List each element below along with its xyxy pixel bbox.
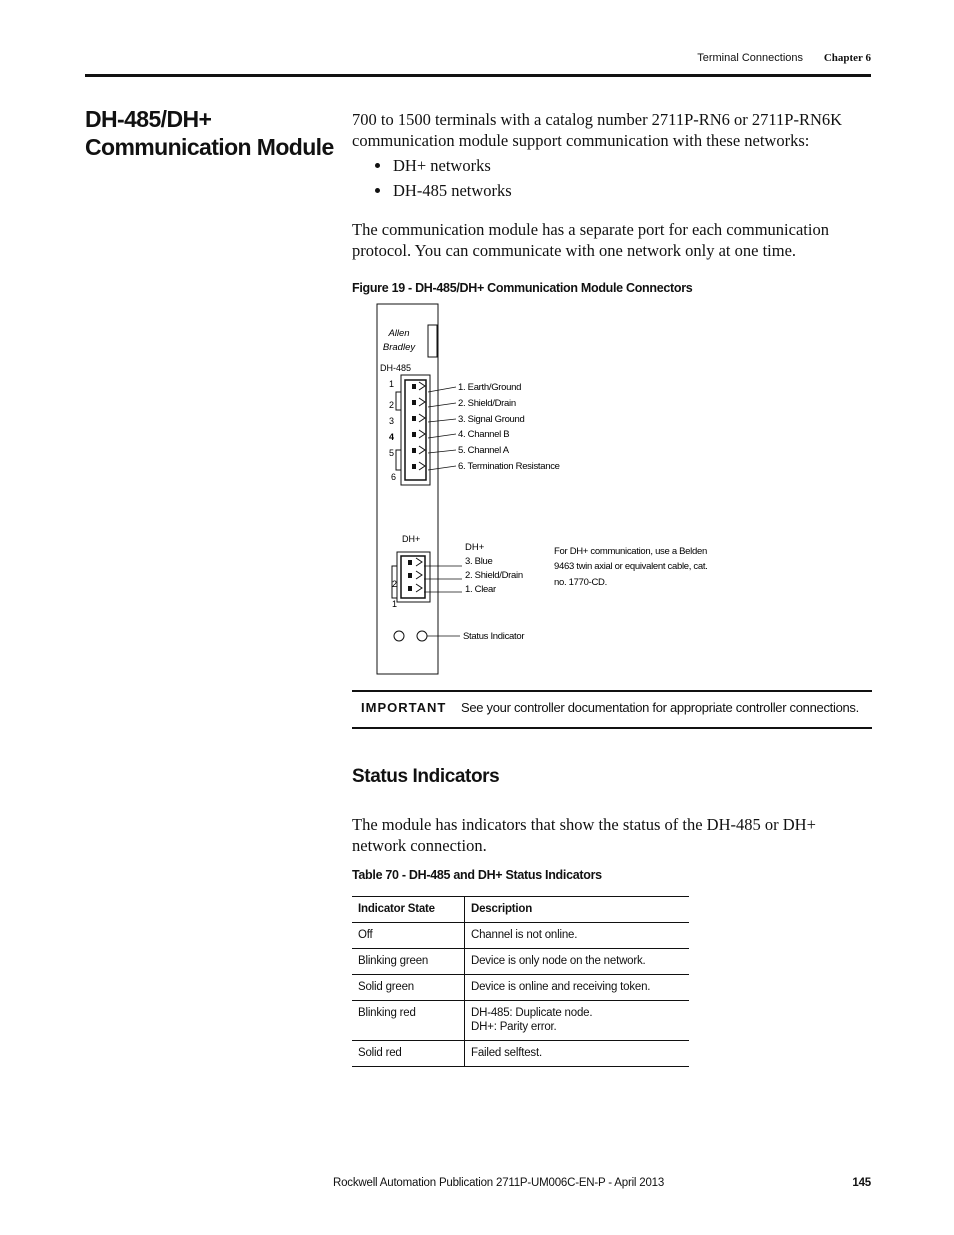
port-paragraph: The communication module has a separate port for each communication protocol. You can communicate with one network only at one time. <box>352 220 829 260</box>
description-cell <box>465 1041 690 1067</box>
dhplus-callout: 2. Shield/Drain <box>465 570 523 581</box>
brand-line-2: Bradley <box>382 342 416 353</box>
status-table <box>352 896 689 1067</box>
dhplus-label: DH+ <box>402 534 421 544</box>
indicator-state-cell: Blinking red <box>352 1001 465 1041</box>
dhplus-callout: 1. Clear <box>465 584 496 595</box>
connector-figure <box>350 300 770 680</box>
figure-caption: Figure 19 - DH-485/DH+ Communication Module Connectors <box>352 281 693 295</box>
dh485-callout: 5. Channel A <box>458 445 509 456</box>
dh485-callout: 6. Termination Resistance <box>458 461 560 472</box>
page-footer <box>85 1177 871 1193</box>
network-bullet-list <box>375 153 512 203</box>
dhplus-callout-title: DH+ <box>465 542 485 553</box>
dh485-pin-number: 3 <box>389 416 395 426</box>
important-notice <box>352 690 872 729</box>
dhplus-connector <box>392 552 430 602</box>
indicator-state-cell: Solid green <box>352 975 465 1001</box>
status-heading: Status Indicators <box>352 766 500 787</box>
indicator-state-cell: Off <box>352 923 465 949</box>
status-indicator-led <box>417 631 427 641</box>
status-indicator-label: Status Indicator <box>463 631 525 642</box>
header-chapter: Chapter 6 <box>823 52 871 64</box>
description-cell <box>465 923 690 949</box>
dhplus-pin-number: 2 <box>392 579 398 589</box>
header-section-name: Terminal Connections <box>697 52 803 64</box>
dh485-pin-number: 4 <box>389 432 395 442</box>
dh485-pin-number: 5 <box>389 448 395 458</box>
column-header: Indicator State <box>352 897 465 923</box>
module-faceplate <box>377 304 438 674</box>
column-header: Description <box>465 897 690 923</box>
dh485-callout: 4. Channel B <box>458 429 510 440</box>
description-line: Channel is not online. <box>471 929 578 941</box>
important-message: See your controller documentation for appropriate controller connections. <box>461 700 859 715</box>
dh485-callout: 3. Signal Ground <box>458 414 525 425</box>
brand-line-1: Allen <box>388 328 410 339</box>
page-number: 145 <box>852 1177 871 1189</box>
dh485-pin-number: 1 <box>389 379 395 389</box>
dhplus-callout: 3. Blue <box>465 556 493 567</box>
description-cell <box>465 1001 690 1041</box>
dh485-pin-number: 6 <box>391 472 397 482</box>
dh485-connector <box>396 375 430 485</box>
table-row <box>352 1041 689 1067</box>
section-title: DH-485/DH+ Communication Module <box>85 106 334 160</box>
cable-note-line: no. 1770-CD. <box>554 577 607 588</box>
table-row <box>352 975 689 1001</box>
publication-info: Rockwell Automation Publication 2711P-UM006C-EN-P - April 2013 <box>333 1177 665 1189</box>
description-cell <box>465 949 690 975</box>
status-paragraph: The module has indicators that show the status of the DH-485 or DH+ network connection. <box>352 815 816 855</box>
bullet-item: DH-485 networks <box>375 178 512 203</box>
indicator-state-cell: Solid red <box>352 1041 465 1067</box>
indicator-state-cell: Blinking green <box>352 949 465 975</box>
intro-paragraph: 700 to 1500 terminals with a catalog number 2711P-RN6 or 2711P-RN6K communication module support communication with these networks: <box>352 110 843 150</box>
cable-note-line: 9463 twin axial or equivalent cable, cat. <box>554 561 708 572</box>
table-row <box>352 923 689 949</box>
dh485-label: DH-485 <box>380 363 412 373</box>
table-caption: Table 70 - DH-485 and DH+ Status Indicators <box>352 868 602 882</box>
table-header-row <box>352 897 689 923</box>
dh485-pin-number: 2 <box>389 400 395 410</box>
description-line: DH+: Parity error. <box>471 1021 557 1033</box>
page-header <box>85 52 871 68</box>
bullet-item: DH+ networks <box>375 153 512 178</box>
description-line: DH-485: Duplicate node. <box>471 1007 593 1019</box>
description-cell <box>465 975 690 1001</box>
status-indicator-led <box>394 631 404 641</box>
dh485-callout: 1. Earth/Ground <box>458 382 522 393</box>
important-tag: IMPORTANT <box>361 700 447 715</box>
description-line: Device is only node on the network. <box>471 955 646 967</box>
cable-note-line: For DH+ communication, use a Belden <box>554 546 707 557</box>
table-row <box>352 949 689 975</box>
description-line: Failed selftest. <box>471 1047 542 1059</box>
header-rule <box>85 74 871 77</box>
dhplus-pin-number: 1 <box>392 599 398 609</box>
description-line: Device is online and receiving token. <box>471 981 651 993</box>
label-window <box>428 325 437 357</box>
table-row <box>352 1001 689 1041</box>
dh485-callout: 2. Shield/Drain <box>458 398 516 409</box>
